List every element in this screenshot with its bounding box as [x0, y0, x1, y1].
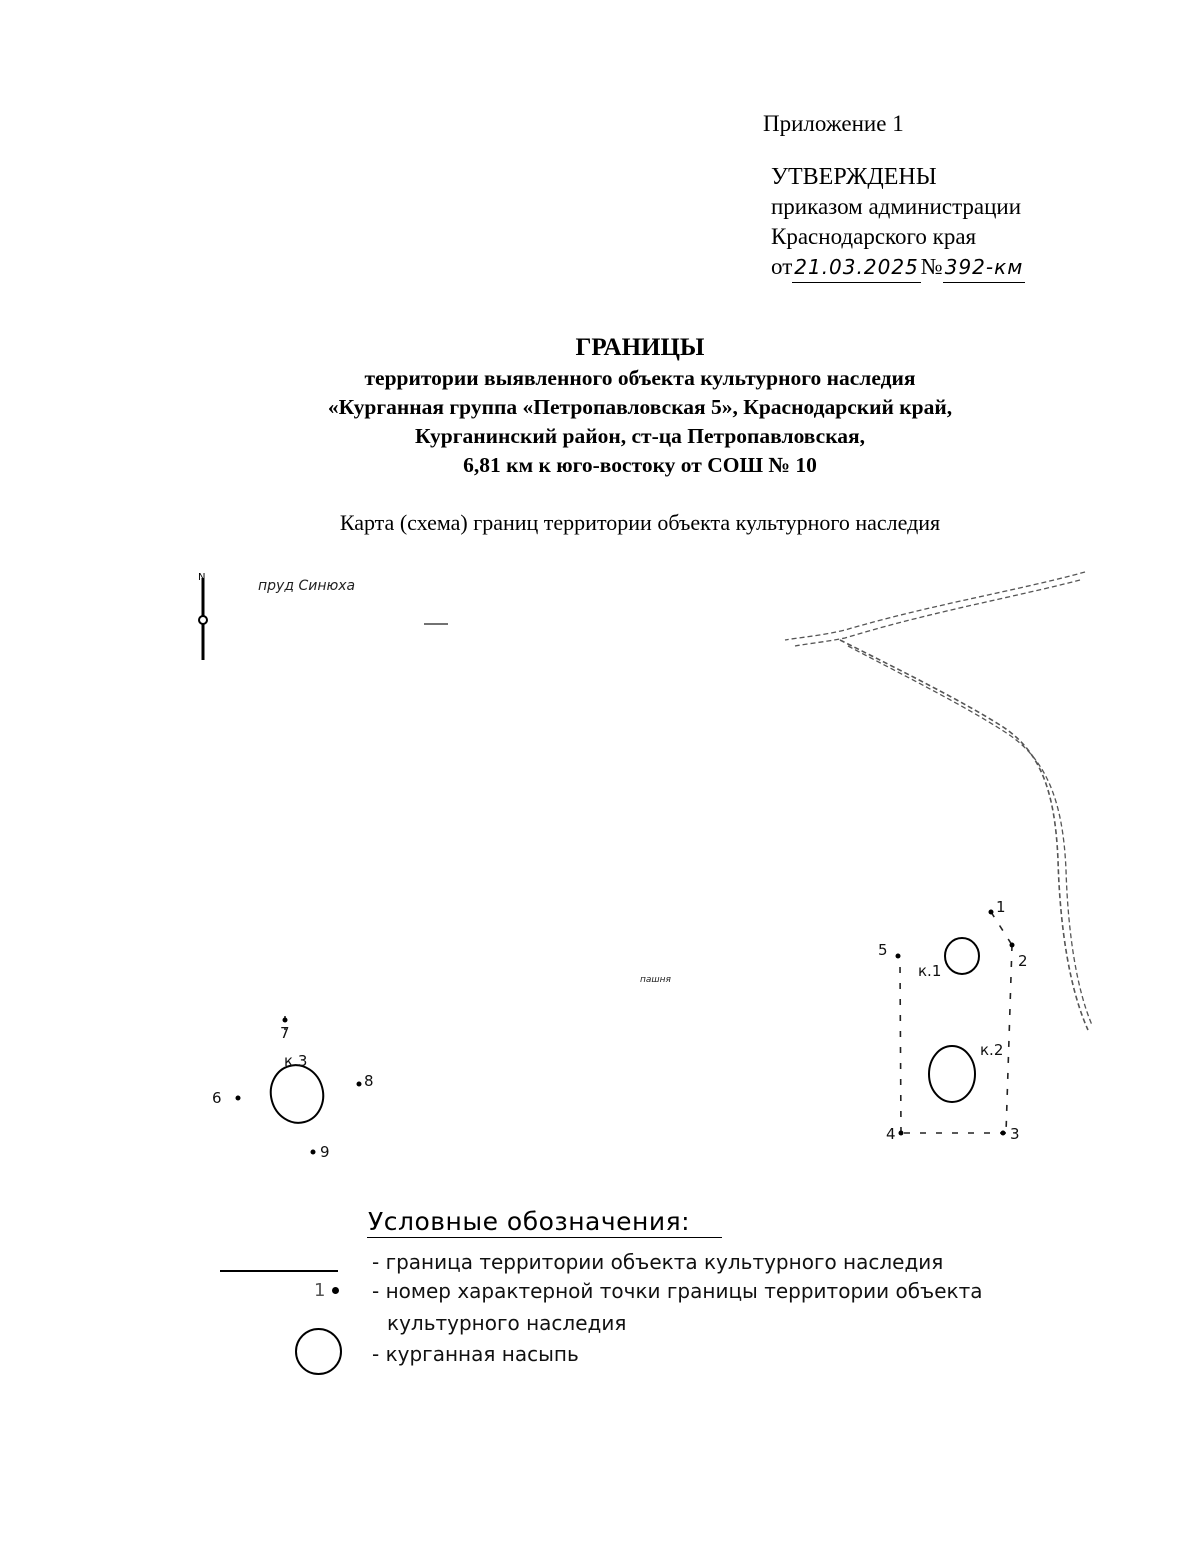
pond-label: пруд Синюха	[258, 578, 356, 594]
mound-label-1: к.1	[918, 962, 942, 980]
point-marker	[311, 1150, 316, 1155]
legend-boundary-line	[220, 1270, 338, 1272]
legend-point-number: 1	[314, 1280, 326, 1301]
legend-mound-text: - курганная насыпь	[372, 1342, 579, 1366]
order-line-1: приказом администрации	[771, 194, 1022, 219]
legend-boundary-text: - граница территории объекта культурного наследия	[372, 1250, 944, 1274]
boundary-east	[900, 912, 1012, 1133]
mound-1	[945, 938, 979, 974]
legend-title-underline	[367, 1237, 722, 1238]
point-label-5: 5	[878, 941, 888, 959]
handwritten-date: 21.03.2025	[792, 252, 921, 283]
order-line-2: Краснодарского края	[771, 224, 977, 249]
point-markers	[236, 910, 1015, 1155]
legend-point-text-1: - номер характерной точки границы территории объекта	[372, 1279, 983, 1303]
north-arrow-icon	[198, 572, 207, 660]
point-label-4: 4	[886, 1125, 896, 1143]
legend-point-text-2: культурного наследия	[387, 1311, 627, 1335]
north-label: N	[198, 572, 206, 583]
number-prefix: №	[920, 254, 943, 279]
legend-point-dot-icon	[332, 1287, 339, 1294]
field-label: пашня	[640, 975, 671, 985]
title-line-3: Курганинский район, ст-ца Петропавловская,	[414, 424, 866, 448]
handwritten-number: 392-км	[943, 252, 1026, 283]
date-prefix: от	[771, 254, 793, 279]
point-marker	[989, 910, 994, 915]
point-marker	[357, 1082, 362, 1087]
point-label-8: 8	[364, 1072, 374, 1090]
point-marker	[236, 1096, 241, 1101]
point-marker	[283, 1018, 288, 1023]
title-line-2: «Курганная группа «Петропавловская 5», Краснодарский край,	[327, 395, 953, 419]
point-marker	[896, 954, 901, 959]
legend-mound-circle-icon	[295, 1328, 342, 1375]
appendix-label: Приложение 1	[763, 111, 904, 136]
mound-label-2: к.2	[980, 1041, 1004, 1059]
title-line-4: 6,81 км к юго-востоку от СОШ № 10	[463, 453, 817, 477]
point-label-6: 6	[212, 1089, 222, 1107]
point-marker	[1001, 1131, 1006, 1136]
legend-title: Условные обозначения:	[368, 1207, 691, 1236]
point-marker	[899, 1131, 904, 1136]
title-line-1: территории выявленного объекта культурного наследия	[364, 366, 916, 390]
map-caption: Карта (схема) границ территории объекта культурного наследия	[339, 510, 941, 535]
point-label-9: 9	[320, 1143, 330, 1161]
approved-heading: УТВЕРЖДЕНЫ	[771, 164, 937, 190]
mound-2	[929, 1046, 975, 1102]
mound-label-3: к.3	[284, 1052, 308, 1070]
point-marker	[1010, 943, 1015, 948]
point-label-2: 2	[1018, 952, 1028, 970]
point-label-3: 3	[1010, 1125, 1020, 1143]
point-label-1: 1	[996, 898, 1006, 916]
point-label-7: 7	[280, 1024, 290, 1042]
title-main: ГРАНИЦЫ	[575, 334, 705, 361]
